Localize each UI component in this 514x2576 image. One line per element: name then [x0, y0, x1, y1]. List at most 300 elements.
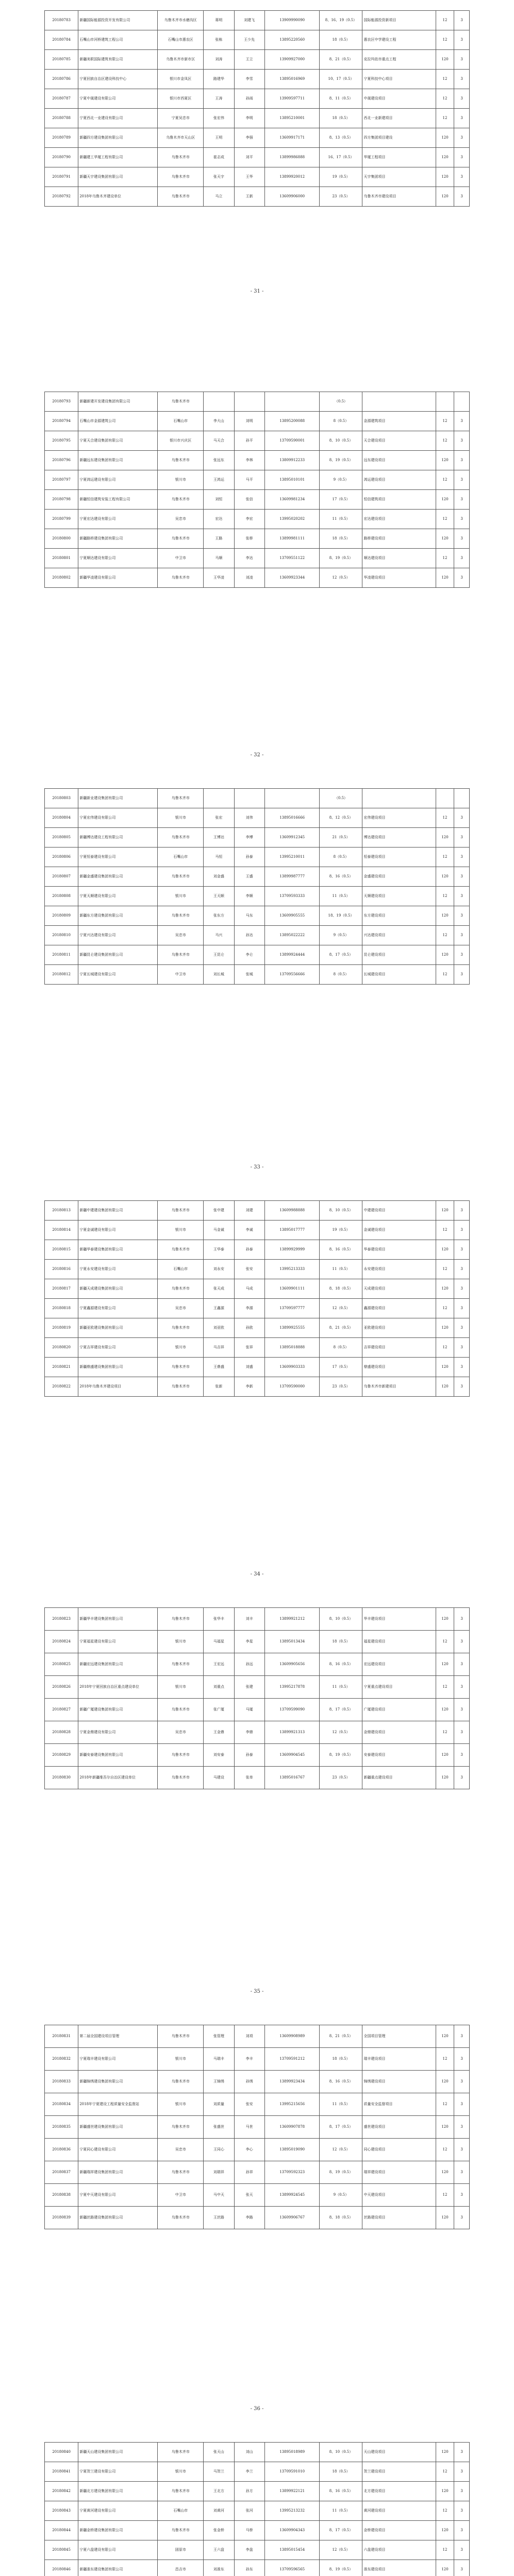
table-cell: 新疆天宇建设集团有限公司 [78, 167, 158, 187]
table-cell: 13995020202 [264, 510, 320, 529]
table-cell: 13609981234 [264, 490, 320, 510]
table-cell: 13899922121 [264, 2482, 320, 2501]
table-cell: 3 [454, 549, 470, 568]
table-cell: 张天宇 [204, 167, 234, 187]
table-cell: 13895018888 [264, 1338, 320, 1358]
table-cell: 宁夏黄河建设有限公司 [78, 2501, 158, 2521]
table-cell: 12 [436, 510, 454, 529]
table-cell: 新疆盛世建设集团有限公司 [78, 2116, 158, 2139]
table-cell: 13609923344 [264, 568, 320, 588]
table-cell: 3 [454, 167, 470, 187]
table-cell: 宏达建设项目 [362, 510, 436, 529]
table-cell: 20180812 [45, 965, 78, 985]
table-cell: 吴忠市 [158, 1299, 204, 1318]
table-cell: 3 [454, 2071, 470, 2093]
table-cell: 20180834 [45, 2093, 78, 2116]
table-cell: 李星 [234, 1631, 264, 1653]
table-cell: 20180787 [45, 89, 78, 109]
table-cell: 8、17（0.5） [320, 2116, 362, 2139]
register-table [44, 10, 470, 207]
table-cell: 张祥 [234, 1338, 264, 1358]
table-cell: 20180788 [45, 109, 78, 128]
table-cell: 李雪 [234, 70, 264, 89]
table-cell: 20180818 [45, 1299, 78, 1318]
table-cell: 远东建设项目 [362, 451, 436, 470]
table-cell: 18（0.5） [320, 1631, 362, 1653]
table-cell: 李诚 [234, 1221, 264, 1240]
table-cell: 乌鲁木齐市 [158, 490, 204, 510]
table-cell: 13709592323 [264, 2161, 320, 2184]
table-cell: 刘瑞祥 [204, 2161, 234, 2184]
table-cell: 新疆昆仑建设集团有限公司 [78, 945, 158, 965]
table-cell: 20180808 [45, 887, 78, 906]
table-cell: 王六盘 [204, 2540, 234, 2560]
table-cell: 3 [454, 1221, 470, 1240]
table-row [45, 1721, 470, 1744]
table-cell: 19（0.5） [320, 167, 362, 187]
table-cell: 乌鲁木齐市 [158, 1608, 204, 1631]
table-cell: 18（0.5） [320, 529, 362, 549]
table-cell: 孙泰 [234, 1744, 264, 1767]
table-cell: 李大山 [204, 412, 234, 431]
table-cell: 宁夏中天建设有限公司 [78, 2184, 158, 2207]
table-cell: 11（0.5） [320, 1260, 362, 1279]
table-cell: 20180790 [45, 148, 78, 167]
table-row [45, 926, 470, 945]
table-cell: 8、16（0.5） [320, 2071, 362, 2093]
table-cell: 13899986888 [264, 148, 320, 167]
table-cell: 天山建设项目 [362, 2443, 436, 2462]
table-cell: 20180799 [45, 510, 78, 529]
table-cell: 马瑞丰 [204, 2048, 234, 2071]
table-cell: 12 [436, 1221, 454, 1240]
table-cell: 金鼎建设项目 [362, 1721, 436, 1744]
table-cell: 8、10（0.5） [320, 1608, 362, 1631]
table-cell: 乌鲁木齐市新市区 [158, 50, 204, 70]
table-cell: 刘项 [234, 2025, 264, 2048]
table-cell: 新疆宏远建设集团有限公司 [78, 1653, 158, 1676]
table-cell: 乌鲁木齐市 [158, 167, 204, 187]
table-cell: 120 [436, 828, 454, 848]
table-cell: 8、10（0.5） [320, 431, 362, 451]
table-cell: 宏达 [204, 510, 234, 529]
table-cell: 3 [454, 490, 470, 510]
table-cell: 120 [436, 1279, 454, 1299]
table-cell: 中卫市 [158, 549, 204, 568]
table-cell: 20180842 [45, 2482, 78, 2501]
table-cell: 3 [454, 2184, 470, 2207]
table-cell: 乌鲁木齐市 [158, 148, 204, 167]
table-cell: 王路 [204, 529, 234, 549]
table-cell: 孙雨 [234, 89, 264, 109]
page-number: - 36 - [250, 2406, 264, 2412]
table-cell: 马恒 [204, 848, 234, 867]
table-cell: 8、13（0.5） [320, 128, 362, 148]
table-cell: 8（0.5） [320, 412, 362, 431]
table-cell: 张建 [234, 1676, 264, 1699]
table-row [45, 1221, 470, 1240]
table-cell: 3 [454, 30, 470, 50]
table-cell: 20180828 [45, 1721, 78, 1744]
table-cell: 20180809 [45, 906, 78, 926]
table-cell: 宁夏同心建设有限公司 [78, 2139, 158, 2161]
table-cell: 13995217878 [264, 1676, 320, 1699]
table-cell: 宁夏金诚建设有限公司 [78, 1221, 158, 1240]
table-cell: 3 [454, 867, 470, 887]
table-cell: 13995213232 [264, 2501, 320, 2521]
table-row [45, 2184, 470, 2207]
table-cell: 3 [454, 1608, 470, 1631]
table-cell: 乌鲁木齐市建设项目 [362, 187, 436, 207]
table-cell: 李鼎 [234, 1721, 264, 1744]
table-cell: 宏远建设项目 [362, 1653, 436, 1676]
table-cell: 乌鲁木齐市 [158, 529, 204, 549]
table-cell: 中卫市 [158, 2184, 204, 2207]
table-cell: 新疆金桥建设集团有限公司 [78, 2521, 158, 2540]
table-cell: 20180795 [45, 431, 78, 451]
table-cell: 3 [454, 887, 470, 906]
table-cell: 3 [454, 2161, 470, 2184]
table-row [45, 1338, 470, 1358]
table-row [45, 89, 470, 109]
table-cell: 王鼎盛 [204, 1358, 234, 1377]
table-cell: 3 [454, 926, 470, 945]
table-cell: 瑞祥建设项目 [362, 2161, 436, 2184]
table-cell: 昆仑建设项目 [362, 945, 436, 965]
table-cell: 顺达建设项目 [362, 549, 436, 568]
table-row [45, 187, 470, 207]
table-row [45, 2462, 470, 2482]
table-cell: 13609905555 [264, 906, 320, 926]
table-cell: 12 [436, 2139, 454, 2161]
table-cell: 李强 [234, 128, 264, 148]
table-cell: 王同心 [204, 2139, 234, 2161]
table-cell: 银川市金凤区 [158, 70, 204, 89]
table-cell: 20180794 [45, 412, 78, 431]
table-cell: 13899923434 [264, 2071, 320, 2093]
table-cell: 华泰建设项目 [362, 1240, 436, 1260]
table-cell: 李达 [234, 549, 264, 568]
table-cell: 马平 [234, 470, 264, 490]
table-cell: 吴忠市 [158, 2139, 204, 2161]
table-row [45, 1699, 470, 1721]
table-cell: 宁夏吴忠市 [158, 109, 204, 128]
table-cell: 20180835 [45, 2116, 78, 2139]
table-cell: 13895019090 [264, 2139, 320, 2161]
table-cell: 20180791 [45, 167, 78, 187]
table-cell: 乌鲁木齐市 [158, 828, 204, 848]
table-cell: 长城建设项目 [362, 965, 436, 985]
table-cell: 乌鲁木齐市 [158, 789, 204, 808]
table-cell: 张盛世 [204, 2116, 234, 2139]
table-cell [264, 789, 320, 808]
table-cell: 乌鲁木齐市 [158, 451, 204, 470]
table-cell: 乌鲁木齐市 [158, 1201, 204, 1221]
table-cell: 3 [454, 1260, 470, 1279]
table-cell: 王涛 [204, 89, 234, 109]
table-cell: 3 [454, 2139, 470, 2161]
table-cell: 宁夏长城建设有限公司 [78, 965, 158, 985]
table-cell: 11（0.5） [320, 2501, 362, 2521]
table-cell: 3 [454, 1699, 470, 1721]
table-cell: 新疆广厦建设集团有限公司 [78, 1699, 158, 1721]
table-cell: 3 [454, 1299, 470, 1318]
table-cell: 王新 [234, 187, 264, 207]
table-row [45, 1299, 470, 1318]
table-cell: 孙远 [234, 1653, 264, 1676]
table-cell: 王华 [234, 167, 264, 187]
table-cell: 13609904343 [264, 2521, 320, 2540]
table-cell: 兴达建设项目 [362, 926, 436, 945]
register-table [44, 1200, 470, 1397]
table-cell: 3 [454, 148, 470, 167]
table-row [45, 2540, 470, 2560]
table-cell: 13609903333 [264, 1358, 320, 1377]
table-cell: 13609917171 [264, 128, 320, 148]
table-cell: 8、18（0.5） [320, 2207, 362, 2229]
table-cell: 质量安全监督项目 [362, 2093, 436, 2116]
table-cell: 120 [436, 1744, 454, 1767]
table-cell: 120 [436, 1377, 454, 1397]
table-cell: 8、16（0.5） [320, 867, 362, 887]
table-cell: 20180801 [45, 549, 78, 568]
page-number: - 34 - [250, 1571, 264, 1577]
table-cell: 120 [436, 148, 454, 167]
table-cell: 新疆锦绣建设集团有限公司 [78, 2071, 158, 2093]
table-cell: 3 [454, 50, 470, 70]
table-cell: 李丰 [234, 2048, 264, 2071]
table-cell: 乌鲁木齐市 [158, 1358, 204, 1377]
table-cell: 蒋明 [204, 11, 234, 30]
table-cell: 9（0.5） [320, 2184, 362, 2207]
table-cell: 13895016767 [264, 1767, 320, 1789]
table-cell: 孙欧 [234, 1318, 264, 1338]
table-cell: 刘建 [234, 1201, 264, 1221]
table-row [45, 1744, 470, 1767]
table-cell: 李心 [234, 2139, 264, 2161]
table-cell [204, 392, 234, 412]
table-cell: 新疆亚欧建设集团有限公司 [78, 1318, 158, 1338]
table-cell: 王立 [234, 50, 264, 70]
table-cell: 8、17（0.5） [320, 2521, 362, 2540]
table-cell: 13909597711 [264, 89, 320, 109]
table-cell: 8、16（0.5） [320, 1240, 362, 1260]
table-cell: 20180786 [45, 70, 78, 89]
table-cell: 广厦建设项目 [362, 1699, 436, 1721]
table-cell: 13899920012 [264, 167, 320, 187]
table-row [45, 451, 470, 470]
table-cell: 宁夏鑫源建设有限公司 [78, 1299, 158, 1318]
table-cell [454, 789, 470, 808]
table-cell: 20180838 [45, 2184, 78, 2207]
table-cell: 新疆重点建设项目 [362, 1767, 436, 1789]
table-cell: 福星建设项目 [362, 1631, 436, 1653]
table-cell: 23（0.5） [320, 1377, 362, 1397]
table-cell: 13995215656 [264, 2093, 320, 2116]
table-cell: 宁夏金鼎建设有限公司 [78, 1721, 158, 1744]
table-cell: 12 [436, 965, 454, 985]
table-cell: 刘涛 [204, 50, 234, 70]
table-cell: 路桥建设项目 [362, 529, 436, 549]
table-cell: 3 [454, 1744, 470, 1767]
page-number: - 33 - [250, 1164, 264, 1170]
table-cell: 银川市 [158, 470, 204, 490]
table-cell: 新疆美联国际建筑有限公司 [78, 50, 158, 70]
table-cell: 120 [436, 128, 454, 148]
table-cell: 3 [454, 11, 470, 30]
table-cell: 2018年宁夏建设工程质量安全监督站 [78, 2093, 158, 2116]
table-cell: 13899924444 [264, 945, 320, 965]
table-cell: 120 [436, 2207, 454, 2229]
page-number: - 31 - [250, 289, 264, 294]
table-cell: 银川市 [158, 2462, 204, 2482]
table-cell: 12 [436, 470, 454, 490]
table-cell: 120 [436, 50, 454, 70]
table-cell: 3 [454, 2093, 470, 2116]
table-cell: （0.5） [320, 789, 362, 808]
table-cell: 3 [454, 70, 470, 89]
table-cell: 23（0.5） [320, 1767, 362, 1789]
table-cell [234, 392, 264, 412]
table-cell: 3 [454, 848, 470, 867]
table-cell: 21（0.5） [320, 828, 362, 848]
table-cell: 3 [454, 451, 470, 470]
table-cell: 新疆博达建设工程有限公司 [78, 828, 158, 848]
table-cell: 13895220560 [264, 30, 320, 50]
table-cell: 新疆金盛建设集团有限公司 [78, 867, 158, 887]
table-cell: 李林 [234, 451, 264, 470]
table-cell: 3 [454, 965, 470, 985]
table-cell: 20180831 [45, 2025, 78, 2048]
table-cell: 8（0.5） [320, 965, 362, 985]
table-cell: 3 [454, 1240, 470, 1260]
table-cell: 13895013434 [264, 1631, 320, 1653]
table-cell: 六盘建设项目 [362, 2540, 436, 2560]
table-cell: 天宇集团项目 [362, 167, 436, 187]
register-table [44, 2025, 470, 2229]
table-cell: 3 [454, 2443, 470, 2462]
table-row [45, 2161, 470, 2184]
table-cell: 20180833 [45, 2071, 78, 2093]
table-cell: 华凌建设项目 [362, 568, 436, 588]
table-cell: 新疆国际能源投资开发有限公司 [78, 11, 158, 30]
table-cell: 3 [454, 1767, 470, 1789]
table-cell: 3 [454, 470, 470, 490]
table-cell: 20180814 [45, 1221, 78, 1240]
table-cell: 天成建设项目 [362, 1279, 436, 1299]
table-cell: 宁夏宏伟建设有限公司 [78, 808, 158, 828]
table-cell: 新疆安泰建设集团有限公司 [78, 1744, 158, 1767]
table-cell: 新疆四方建设集团有限公司 [78, 128, 158, 148]
table-cell: 克拉玛依市重点工程 [362, 50, 436, 70]
table-cell: 张单 [234, 1767, 264, 1789]
table-cell: 金诚建设项目 [362, 1221, 436, 1240]
table-cell: 8、19（0.5） [320, 2560, 362, 2576]
table-cell: 2018年乌鲁木齐建设单位 [78, 187, 158, 207]
table-cell: 3 [454, 2207, 470, 2229]
table-cell: 丝路建设项目 [362, 2207, 436, 2229]
table-cell: 新疆恒信建筑安装工程有限公司 [78, 490, 158, 510]
table-row [45, 1676, 470, 1699]
table-cell: 12 [436, 2093, 454, 2116]
table-cell: 马贺兰 [204, 2462, 234, 2482]
table-cell: 马福星 [204, 1631, 234, 1653]
table-cell: 宁夏西北一业建设有限公司 [78, 109, 158, 128]
table-cell: 乌鲁木齐市 [158, 2025, 204, 2048]
table-cell: 16、17（0.5） [320, 148, 362, 167]
table-cell: 20180829 [45, 1744, 78, 1767]
table-cell: 8、19（0.5） [320, 2161, 362, 2184]
table-cell: 13895016969 [264, 70, 320, 89]
table-cell: 20180822 [45, 1377, 78, 1397]
table-row [45, 30, 470, 50]
table-cell: 宁夏宏达建设有限公司 [78, 510, 158, 529]
table-cell: 宁夏恒泰建设有限公司 [78, 848, 158, 867]
table-row [45, 529, 470, 549]
table-cell: 3 [454, 1358, 470, 1377]
table-cell: 吴忠市 [158, 926, 204, 945]
table-cell: 刘亚欧 [204, 1318, 234, 1338]
table-row [45, 431, 470, 451]
table-cell: 120 [436, 167, 454, 187]
table-cell: 宁夏福星建设有限公司 [78, 1631, 158, 1653]
table-cell: 宁夏鸿运建设有限公司 [78, 470, 158, 490]
table-cell: 120 [436, 1608, 454, 1631]
table-cell: 12 [436, 89, 454, 109]
table-cell: 四方集团项目建设 [362, 128, 436, 148]
table-cell: 石嘴山市 [158, 412, 204, 431]
table-row [45, 1377, 470, 1397]
table-cell: 13895022222 [264, 926, 320, 945]
table-row [45, 2071, 470, 2093]
table-cell: 12 [436, 2184, 454, 2207]
table-cell: 8、21（0.5） [320, 1318, 362, 1338]
table-cell: 20180792 [45, 187, 78, 207]
table-cell: 120 [436, 2482, 454, 2501]
table-row [45, 1358, 470, 1377]
table-row [45, 1240, 470, 1260]
table-cell: 惠农区中学建设工程 [362, 30, 436, 50]
table-cell: 孙方 [234, 2482, 264, 2501]
table-cell: 12 [436, 2462, 454, 2482]
table-cell: 13895016666 [264, 808, 320, 828]
table-cell: 新疆准东建设集团有限公司 [78, 2560, 158, 2576]
table-cell: 刘永安 [204, 1260, 234, 1279]
table-cell: 20180845 [45, 2540, 78, 2560]
table-cell: 20180832 [45, 2048, 78, 2071]
table-cell: 马顺 [204, 549, 234, 568]
table-cell: 8、18（0.5） [320, 1279, 362, 1299]
table-cell: 李博 [234, 828, 264, 848]
table-cell: 天顺建设项目 [362, 887, 436, 906]
table-cell: 新疆北方建设集团有限公司 [78, 2482, 158, 2501]
table-cell [436, 789, 454, 808]
table-cell: 120 [436, 945, 454, 965]
table-cell: 金盛建设项目 [362, 867, 436, 887]
table-cell: 马中天 [204, 2184, 234, 2207]
table-cell: 20180824 [45, 1631, 78, 1653]
table-cell: 新疆鼎盛建设集团有限公司 [78, 1358, 158, 1377]
table-cell: 12（0.5） [320, 1299, 362, 1318]
table-cell: 120 [436, 867, 454, 887]
table-cell: 准东建设项目 [362, 2560, 436, 2576]
table-cell: 乌鲁木齐市 [158, 2521, 204, 2540]
table-cell: 120 [436, 1653, 454, 1676]
table-cell: 13995213333 [264, 1260, 320, 1279]
table-cell: 王昆仑 [204, 945, 234, 965]
table-cell: 瑞丰建设项目 [362, 2048, 436, 2071]
table-row [45, 1631, 470, 1653]
